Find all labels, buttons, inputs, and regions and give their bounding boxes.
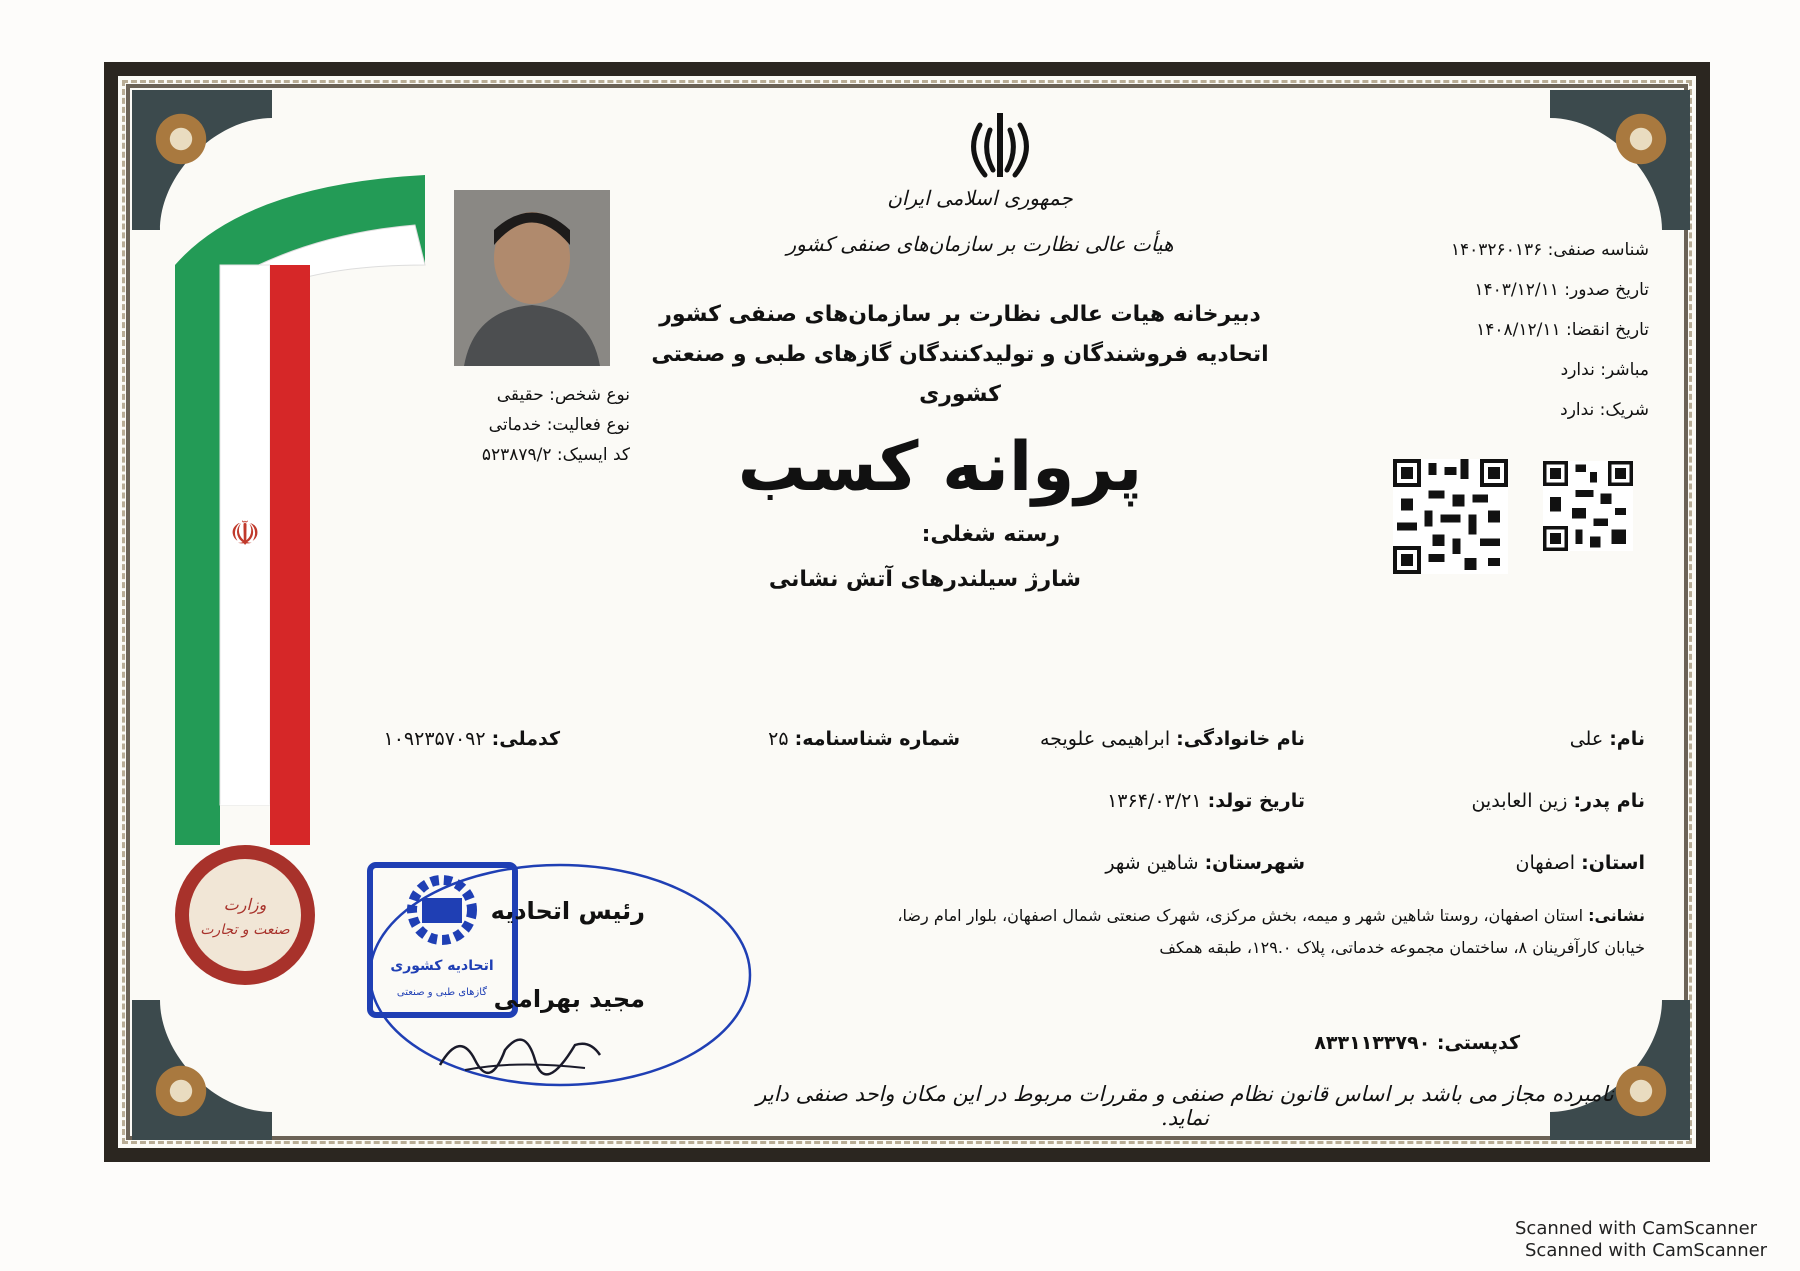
father-value: زین العابدین	[1471, 790, 1568, 812]
idnum-value: ۲۵	[768, 728, 789, 750]
birth-row	[945, 790, 1305, 812]
birth-label: تاریخ تولد:	[1207, 790, 1305, 812]
secretariat-line: دبیرخانه هیات عالی نظارت بر سازمان‌های صنفی کشور	[659, 302, 1261, 327]
scanner-watermark-2: Scanned with CamScanner	[1525, 1240, 1768, 1261]
address-line-2: خیابان کارآفرینان ۸، ساختمان مجموعه خدماتی، پلاک ۱۲۹.۰، طبقه همکف	[1159, 938, 1645, 957]
family-value: ابراهیمی علویجه	[1040, 728, 1171, 750]
family-row	[945, 728, 1305, 750]
ministry-seal	[170, 840, 320, 990]
iran-flag-ribbon	[165, 165, 435, 855]
province-value: اصفهان	[1515, 852, 1576, 874]
name-row	[1345, 728, 1645, 750]
father-row	[1345, 790, 1645, 812]
svg-text:وزارت: وزارت	[223, 895, 267, 914]
union-line-2: کشوری	[919, 382, 1001, 407]
address-line-1: استان اصفهان، روستا شاهین شهر و میمه، بخش مرکزی، شهرک صنعتی شمال اصفهان، بلوار امام رضا،	[897, 906, 1584, 925]
svg-text:صنعت و تجارت: صنعت و تجارت	[200, 922, 290, 938]
person-type: نوع شخص: حقیقی	[496, 385, 630, 405]
category-value: شارژ سیلندرهای آتش نشانی	[768, 567, 1082, 592]
union-line-1: اتحادیه فروشندگان و تولیدکنندگان گازهای طبی و صنعتی	[651, 342, 1269, 367]
ornament-corner-top-right	[1550, 90, 1690, 230]
national-value: ۱۰۹۲۳۵۷۰۹۲	[383, 728, 486, 750]
idnum-label: شماره شناسنامه:	[794, 728, 960, 750]
father-label: نام پدر:	[1573, 790, 1645, 812]
signature-scribble	[435, 1020, 605, 1080]
secretariat-block	[620, 295, 1300, 415]
qr-code-small-icon[interactable]	[1543, 461, 1633, 551]
province-label: استان:	[1581, 852, 1645, 874]
issue-date: تاریخ صدور: ۱۴۰۳/۱۲/۱۱	[1474, 280, 1649, 300]
person-type-block	[380, 380, 630, 470]
qr-code-icon[interactable]	[1393, 459, 1508, 574]
manager: مباشر: ندارد	[1560, 360, 1649, 380]
svg-text:گازهای طبی و صنعتی: گازهای طبی و صنعتی	[396, 987, 488, 998]
city-label: شهرستان:	[1204, 852, 1305, 874]
activity-type: نوع فعالیت: خدماتی	[488, 415, 630, 435]
postal-value: ۸۳۳۱۱۳۳۷۹۰	[1314, 1032, 1431, 1054]
certificate-title: پروانه کسب	[737, 428, 1143, 507]
isic-code: کد ایسیک: ۵۲۳۸۷۹/۲	[481, 445, 630, 465]
category-label: رسته شغلی:	[921, 522, 1060, 547]
republic-header: جمهوری اسلامی ایران	[887, 186, 1073, 210]
board-header: هیأت عالی نظارت بر سازمان‌های صنفی کشور	[786, 232, 1174, 256]
ornament-corner-bottom-left	[132, 1000, 272, 1140]
scanner-watermark: Scanned with CamScanner	[1515, 1218, 1758, 1239]
name-value: علی	[1569, 728, 1604, 750]
postal-label: کدپستی:	[1436, 1032, 1520, 1054]
national-label: کدملی:	[491, 728, 560, 750]
idnum-row	[760, 728, 960, 750]
svg-text:اتحادیه کشوری: اتحادیه کشوری	[390, 958, 494, 974]
city-value: شاهین شهر	[1105, 852, 1199, 874]
birth-value: ۱۳۶۴/۰۳/۲۱	[1107, 790, 1202, 812]
name-label: نام:	[1609, 728, 1645, 750]
chief-name: مجید بهرامی	[493, 985, 645, 1013]
holder-photo	[454, 190, 610, 366]
national-row	[360, 728, 560, 750]
partner: شریک: ندارد	[1560, 400, 1649, 420]
chief-title: رئیس اتحادیه	[490, 897, 645, 925]
legal-footer: نامبرده مجاز می باشد بر اساس قانون نظام صنفی و مقررات مربوط در این مکان واحد صنفی دایر نماید.	[756, 1082, 1614, 1130]
city-row	[945, 852, 1305, 874]
iran-emblem-icon	[960, 105, 1040, 185]
guild-id: شناسه صنفی: ۱۴۰۳۲۶۰۱۳۶	[1450, 240, 1649, 260]
address-label: نشانی:	[1588, 906, 1645, 925]
family-label: نام خانوادگی:	[1176, 728, 1305, 750]
province-row	[1345, 852, 1645, 874]
expiry-date: تاریخ انقضا: ۱۴۰۸/۱۲/۱۱	[1476, 320, 1649, 340]
license-info-block	[1319, 230, 1649, 430]
svg-text:☫: ☫	[229, 514, 261, 554]
address-block	[785, 900, 1645, 964]
postal-row	[1260, 1032, 1520, 1054]
